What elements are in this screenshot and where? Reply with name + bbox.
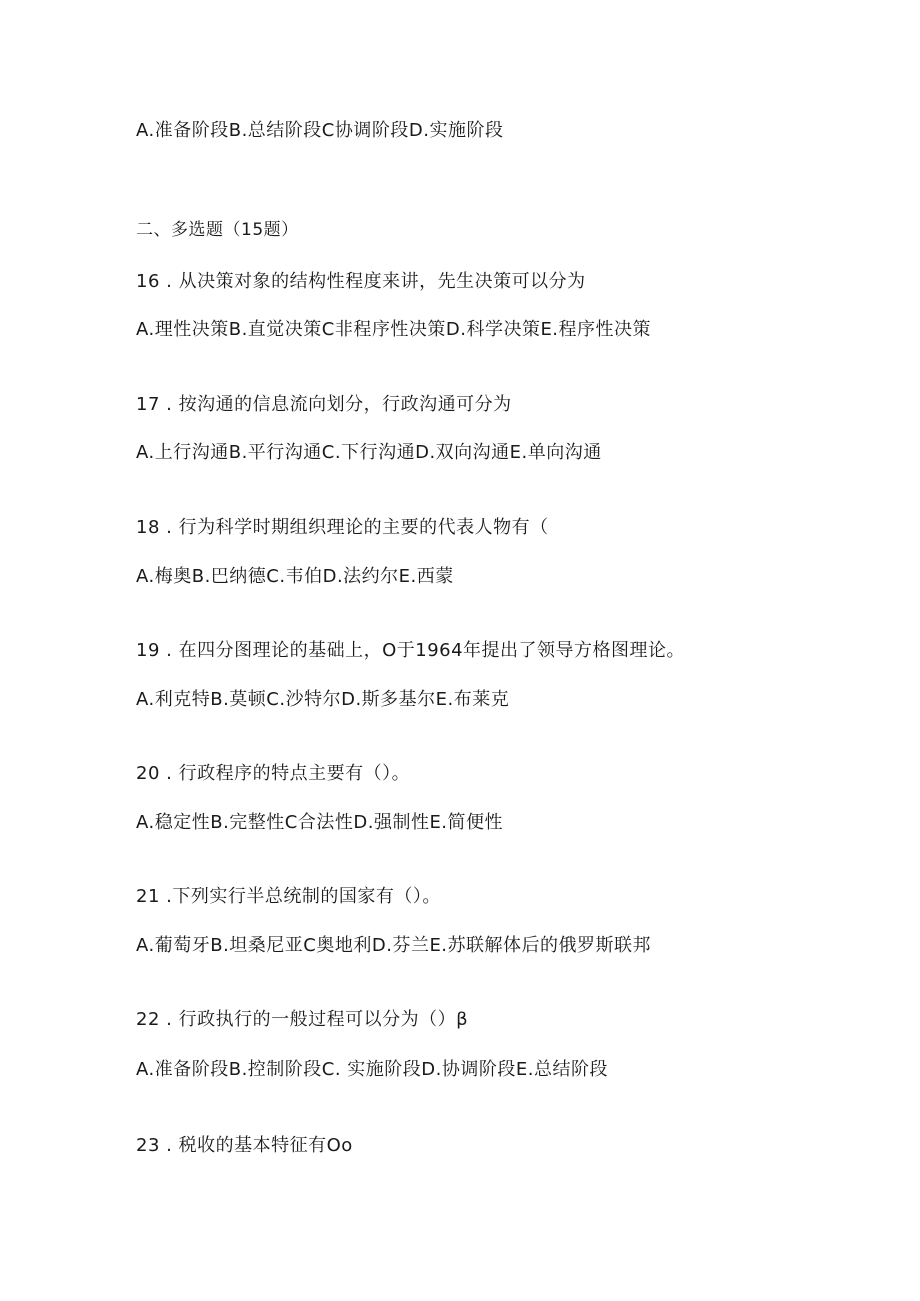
- question-17-stem: 17 . 按沟通的信息流向划分，行政沟通可分为: [136, 394, 512, 415]
- question-19-stem: 19 . 在四分图理论的基础上，O于1964年提出了领导方格图理论。: [136, 640, 686, 661]
- question-22-options: A.准备阶段B.控制阶段C. 实施阶段D.协调阶段E.总结阶段: [136, 1059, 608, 1080]
- question-19-options: A.利克特B.莫顿C.沙特尔D.斯多基尔E.布莱克: [136, 689, 510, 710]
- prev-question-options: A.准备阶段B.总结阶段C协调阶段D.实施阶段: [136, 120, 504, 141]
- section-heading: 二、多选题（15题）: [136, 220, 299, 240]
- question-21-stem: 21 .下列实行半总统制的国家有（）。: [136, 886, 441, 907]
- question-17-options: A.上行沟通B.平行沟通C.下行沟通D.双向沟通E.单向沟通: [136, 442, 602, 463]
- question-18-stem: 18 . 行为科学时期组织理论的主要的代表人物有（: [136, 517, 549, 538]
- question-21-options: A.葡萄牙B.坦桑尼亚C奥地利D.芬兰E.苏联解体后的俄罗斯联邦: [136, 935, 652, 956]
- question-22-stem: 22 . 行政执行的一般过程可以分为（）β: [136, 1009, 469, 1030]
- question-20-stem: 20 . 行政程序的特点主要有（）。: [136, 763, 411, 784]
- question-23-stem: 23 . 税收的基本特征有Oo: [136, 1135, 353, 1156]
- question-20-options: A.稳定性B.完整性C合法性D.强制性E.简便性: [136, 812, 504, 833]
- question-16-options: A.理性决策B.直觉决策C非程序性决策D.科学决策E.程序性决策: [136, 319, 652, 340]
- question-16-stem: 16 . 从决策对象的结构性程度来讲，先生决策可以分为: [136, 271, 586, 292]
- question-18-options: A.梅奥B.巴纳德C.韦伯D.法约尔E.西蒙: [136, 566, 454, 587]
